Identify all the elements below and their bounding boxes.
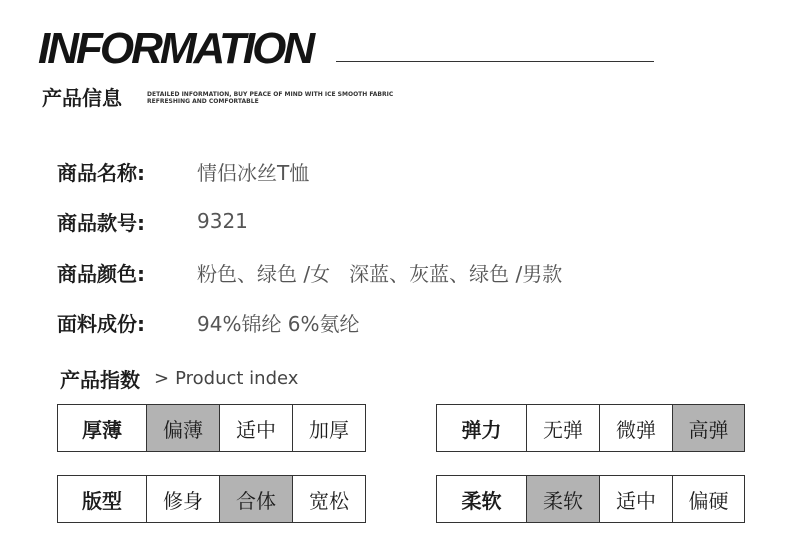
scale-option: 高弹 (672, 405, 744, 451)
info-row-name (57, 158, 309, 184)
subtitle-note (147, 91, 393, 105)
info-value: 粉色、绿色 /女 深蓝、灰蓝、绿色 /男款 (197, 261, 563, 286)
scale-label: 厚薄 (82, 417, 122, 442)
section-title-product-info: 产品信息 (42, 86, 122, 110)
scale-option: 偏薄 (146, 405, 219, 451)
scale-option: 柔软 (526, 476, 599, 522)
scale-label: 柔软 (461, 488, 502, 513)
scale-option: 无弹 (526, 405, 599, 451)
scale-option: 加厚 (292, 405, 365, 451)
subtitle-note-line-1: DETAILED INFORMATION, BUY PEACE OF MIND WITH ICE SMOOTH FABRIC (147, 91, 394, 98)
info-label: 面料成份: (57, 311, 145, 336)
info-row-colors (57, 259, 562, 285)
product-index-subtitle: Product index (175, 367, 299, 389)
info-label: 商品颜色: (57, 261, 145, 286)
subtitle-note-line-2: REFRESHING AND COMFORTABLE (147, 98, 259, 105)
info-label: 商品款号: (57, 210, 145, 235)
title-divider (336, 61, 654, 62)
scale-fit (57, 475, 366, 523)
scale-option: 适中 (219, 405, 292, 451)
scale-elasticity (436, 404, 745, 452)
scale-softness (436, 475, 745, 523)
scale-option: 修身 (146, 476, 219, 522)
info-label: 商品名称: (57, 160, 145, 185)
scale-option: 适中 (599, 476, 672, 522)
scale-label: 版型 (82, 488, 122, 513)
info-value: 情侣冰丝T恤 (197, 160, 310, 185)
info-value: 94%锦纶 6%氨纶 (197, 311, 360, 336)
info-row-style-number (57, 208, 248, 234)
product-index-title: 产品指数 (60, 367, 140, 392)
scale-option: 微弹 (599, 405, 672, 451)
scale-label: 弹力 (461, 417, 502, 442)
info-row-fabric (57, 309, 360, 335)
info-value: 9321 (197, 209, 248, 233)
page-title: INFORMATION (38, 24, 313, 73)
scale-thickness (57, 404, 366, 452)
scale-option: 宽松 (292, 476, 365, 522)
chevron-right-icon: > (154, 367, 170, 389)
product-index-heading (60, 365, 298, 391)
scale-option: 偏硬 (672, 476, 744, 522)
scale-option: 合体 (219, 476, 292, 522)
